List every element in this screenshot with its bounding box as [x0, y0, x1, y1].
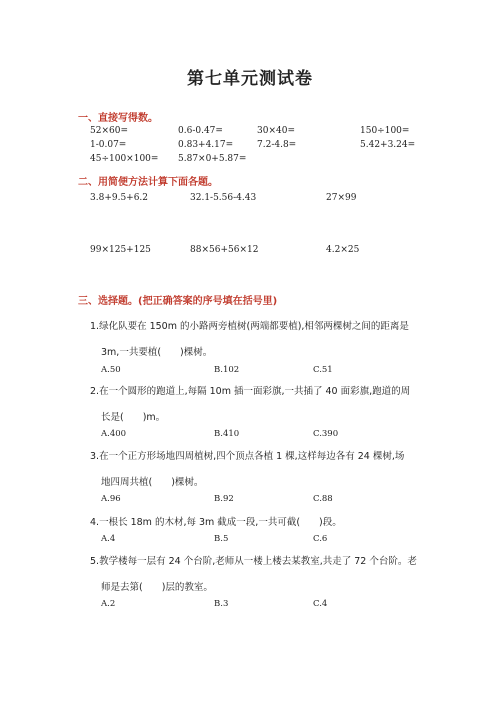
question-5-text: 5.教学楼每一层有 24 个台阶,老师从一楼上楼去某教室,共走了 72 个台阶。老	[90, 556, 417, 567]
section-2-heading: 二、用简便方法计算下面各题。	[78, 177, 218, 188]
option-a: A.4	[101, 534, 116, 544]
option-b: B.5	[214, 534, 229, 544]
calc-item: 5.87×0+5.87=	[178, 154, 247, 164]
calc-item: 150÷100=	[360, 126, 410, 136]
question-2-text: 2.在一个圆形的跑道上,每隔 10m 插一面彩旗,一共插了 40 面彩旗,跑道的周	[90, 386, 411, 397]
option-c: C.4	[313, 599, 328, 609]
calc-item: 7.2-4.8=	[257, 140, 297, 150]
option-b: B.92	[214, 494, 234, 504]
calc-item: 32.1-5.56-4.43	[190, 193, 257, 203]
calc-item: 52×60=	[90, 126, 128, 136]
calc-item: 5.42+3.24=	[360, 140, 416, 150]
calc-item: 0.83+4.17=	[178, 140, 234, 150]
calc-item: 4.2×25	[326, 245, 360, 255]
calc-item: 99×125+125	[90, 245, 151, 255]
option-b: B.3	[214, 599, 229, 609]
section-1-heading: 一、直接写得数。	[78, 113, 158, 124]
option-b: B.102	[214, 365, 240, 375]
calc-item: 1-0.07=	[90, 140, 127, 150]
option-c: C.88	[313, 494, 333, 504]
question-5-text-cont: 师是去第( )层的教室。	[101, 582, 213, 593]
calc-item: 30×40=	[257, 126, 295, 136]
calc-item: 45÷100×100=	[90, 154, 159, 164]
option-c: C.390	[313, 429, 339, 439]
question-1-text: 1.绿化队要在 150m 的小路两旁植树(两端都要植),相邻两棵树之间的距离是	[90, 321, 409, 332]
calc-item: 88×56+56×12	[190, 245, 259, 255]
question-2-text-cont: 长是( )m。	[101, 412, 166, 423]
option-a: A.50	[101, 365, 121, 375]
option-b: B.410	[214, 429, 240, 439]
calc-item: 0.6-0.47=	[178, 126, 223, 136]
option-c: C.6	[313, 534, 328, 544]
option-c: C.51	[313, 365, 333, 375]
question-3-text-cont: 地四周共植( )棵树。	[101, 477, 204, 488]
option-a: A.400	[101, 429, 127, 439]
option-a: A.2	[101, 599, 116, 609]
section-3-heading: 三、选择题。(把正确答案的序号填在括号里)	[78, 296, 278, 307]
question-4-text: 4.一根长 18m 的木材,每 3m 截成一段,一共可截( )段。	[90, 517, 342, 528]
calc-item: 27×99	[326, 193, 357, 203]
option-a: A.96	[101, 494, 121, 504]
calc-item: 3.8+9.5+6.2	[90, 193, 149, 203]
question-1-text-cont: 3m,一共要植( )棵树。	[101, 347, 213, 358]
page-title: 第七单元测试卷	[187, 69, 313, 89]
question-3-text: 3.在一个正方形场地四周植树,四个顶点各植 1 棵,这样每边各有 24 棵树,场	[90, 451, 405, 462]
